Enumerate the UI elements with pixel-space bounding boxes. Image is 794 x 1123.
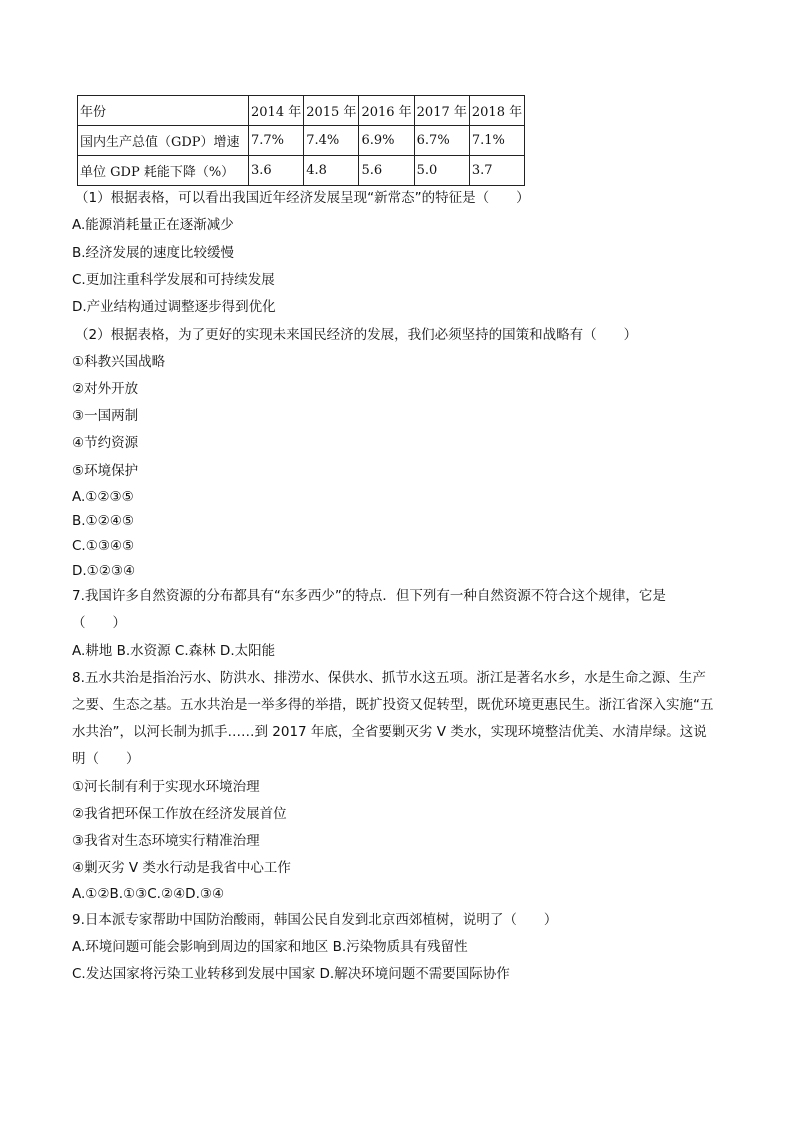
table-cell: 3.6 (249, 156, 304, 186)
question-6-2-stem: （2）根据表格，为了更好的实现未来国民经济的发展，我们必须坚持的国策和战略有（ ） (75, 327, 638, 343)
question-8-stem: 水共治”，以河长制为抓手……到 2017 年底，全省要剿灭劣 V 类水，实现环境整洁优美、水清岸绿。这说 (72, 724, 707, 740)
option-a: A.能源消耗量正在逐渐减少 (72, 217, 234, 233)
question-9-options: C.发达国家将污染工业转移到发展中国家 D.解决环境问题不需要国际协作 (72, 966, 510, 982)
question-7-stem: 7.我国许多自然资源的分布都具有“东多西少”的特点．但下列有一种自然资源不符合这个规律，它是 (72, 588, 666, 604)
statement-item: ⑤环境保护 (72, 463, 139, 479)
option-c: C.更加注重科学发展和可持续发展 (72, 272, 275, 288)
table-cell: 3.7 (469, 156, 524, 186)
option-d: D.产业结构通过调整逐步得到优化 (72, 299, 276, 315)
option-b: B.经济发展的速度比较缓慢 (72, 245, 235, 261)
table-header-cell: 2018 年 (469, 96, 524, 126)
table-header-cell: 2017 年 (414, 96, 469, 126)
statement-item: ②我省把环保工作放在经济发展首位 (72, 806, 287, 822)
statement-item: ①科教兴国战略 (72, 354, 166, 370)
option-a: A.①②③⑤ (72, 489, 134, 505)
question-9-options: A.环境问题可能会影响到周边的国家和地区 B.污染物质具有残留性 (72, 939, 468, 955)
table-row (78, 156, 525, 186)
question-8-stem: 之要、生态之基。五水共治是一举多得的举措，既扩投资又促转型，既优环境更惠民生。浙江省深入实施“五 (72, 697, 714, 713)
question-7-options: A.耕地 B.水资源 C.森林 D.太阳能 (72, 643, 276, 659)
table-header-cell: 年份 (78, 96, 249, 126)
statement-item: ④剿灭劣 V 类水行动是我省中心工作 (72, 860, 291, 876)
option-d: D.①②③④ (72, 563, 136, 579)
table-cell: 5.0 (414, 156, 469, 186)
table-cell: 7.7% (249, 126, 304, 156)
statement-item: ④节约资源 (72, 435, 139, 451)
table-cell: 国内生产总值（GDP）增速 (78, 126, 249, 156)
gdp-energy-table (77, 95, 525, 186)
statement-item: ②对外开放 (72, 381, 139, 397)
table-cell: 6.7% (414, 126, 469, 156)
table-cell: 4.8 (304, 156, 359, 186)
table-row (78, 126, 525, 156)
table-header-cell: 2016 年 (359, 96, 414, 126)
question-8-stem: 8.五水共治是指治污水、防洪水、排涝水、保供水、抓节水这五项。浙江是著名水乡，水是生命之源、生产 (72, 670, 706, 686)
question-8-stem: 明（ ） (72, 751, 140, 767)
table-cell: 6.9% (359, 126, 414, 156)
table-header-cell: 2015 年 (304, 96, 359, 126)
table-header-row (78, 96, 525, 126)
option-b: B.①②④⑤ (72, 513, 134, 529)
question-9-stem: 9.日本派专家帮助中国防治酸雨，韩国公民自发到北京西郊植树，说明了（ ） (72, 912, 558, 928)
option-c: C.①③④⑤ (72, 538, 135, 554)
table-cell: 7.4% (304, 126, 359, 156)
question-7-stem-cont: （ ） (72, 615, 126, 631)
statement-item: ①河长制有利于实现水环境治理 (72, 779, 260, 795)
statement-item: ③我省对生态环境实行精准治理 (72, 833, 260, 849)
table-cell: 7.1% (469, 126, 524, 156)
table-header-cell: 2014 年 (249, 96, 304, 126)
table-cell: 5.6 (359, 156, 414, 186)
table-cell: 单位 GDP 耗能下降（%） (78, 156, 249, 186)
question-6-1-stem: （1）根据表格，可以看出我国近年经济发展呈现“新常态”的特征是（ ） (75, 190, 530, 206)
statement-item: ③一国两制 (72, 408, 139, 424)
question-8-options: A.①②B.①③C.②④D.③④ (72, 886, 225, 902)
